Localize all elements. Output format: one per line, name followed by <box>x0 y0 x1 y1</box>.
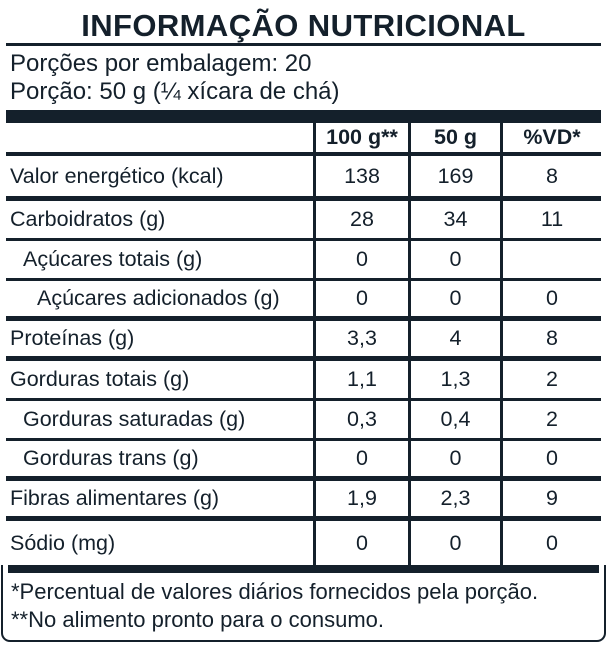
value-50g: 34 <box>408 201 500 238</box>
nutrient-label: Proteínas (g) <box>10 326 135 350</box>
header-vd: %VD* <box>500 123 601 152</box>
value-100g: 28 <box>313 201 408 238</box>
value-50g: 0 <box>408 241 500 278</box>
table-row <box>6 521 601 565</box>
value-vd: 8 <box>500 156 601 196</box>
value-50g: 1,3 <box>408 361 500 398</box>
nutrient-label: Açúcares adicionados (g) <box>37 286 280 310</box>
value-50g: 0 <box>408 281 500 316</box>
value-100g: 3,3 <box>313 321 408 356</box>
serving-info <box>0 46 607 110</box>
servings-per-package: Porções por embalagem: 20 <box>10 50 312 77</box>
nutrient-label: Fibras alimentares (g) <box>10 486 220 510</box>
footnote-prepared: **No alimento pronto para o consumo. <box>11 607 384 632</box>
value-100g: 0 <box>313 281 408 316</box>
table-bottom-bar <box>8 565 599 573</box>
table-row <box>6 441 601 481</box>
table-header-row <box>6 123 601 156</box>
value-50g: 4 <box>408 321 500 356</box>
nutrition-table <box>6 123 601 565</box>
value-vd: 11 <box>500 201 601 238</box>
portion-size: Porção: 50 g (¼ xícara de chá) <box>10 78 340 105</box>
value-vd: 8 <box>500 321 601 356</box>
table-row <box>6 361 601 401</box>
header-nutrient <box>6 123 313 152</box>
table-row <box>6 241 601 281</box>
page-title: INFORMAÇÃO NUTRICIONAL <box>6 0 601 46</box>
value-vd <box>500 241 601 278</box>
footnotes <box>3 573 604 634</box>
value-50g: 2,3 <box>408 481 500 516</box>
nutrient-label: Sódio (mg) <box>10 530 116 555</box>
nutrient-label: Gorduras totais (g) <box>10 367 190 391</box>
value-100g: 138 <box>313 156 408 196</box>
table-row <box>6 281 601 321</box>
value-100g: 1,1 <box>313 361 408 398</box>
table-row <box>6 201 601 241</box>
value-100g: 0 <box>313 241 408 278</box>
nutrient-label: Gorduras saturadas (g) <box>23 407 246 431</box>
value-100g: 1,9 <box>313 481 408 516</box>
value-vd: 9 <box>500 481 601 516</box>
table-row <box>6 481 601 521</box>
footnote-box <box>1 565 606 642</box>
value-50g: 0 <box>408 441 500 476</box>
value-vd: 0 <box>500 281 601 316</box>
header-50g: 50 g <box>408 123 500 152</box>
nutrient-label: Gorduras trans (g) <box>23 446 199 470</box>
value-vd: 2 <box>500 361 601 398</box>
value-50g: 0 <box>408 521 500 565</box>
value-100g: 0,3 <box>313 401 408 438</box>
nutrient-label: Açúcares totais (g) <box>23 247 203 271</box>
value-vd: 0 <box>500 521 601 565</box>
table-row <box>6 156 601 201</box>
table-row <box>6 321 601 361</box>
table-top-bar <box>6 110 601 123</box>
value-50g: 0,4 <box>408 401 500 438</box>
nutrient-label: Valor energético (kcal) <box>10 163 224 188</box>
value-50g: 169 <box>408 156 500 196</box>
value-vd: 0 <box>500 441 601 476</box>
nutrient-label: Carboidratos (g) <box>10 207 166 231</box>
table-row <box>6 401 601 441</box>
value-100g: 0 <box>313 441 408 476</box>
value-100g: 0 <box>313 521 408 565</box>
header-100g: 100 g** <box>313 123 408 152</box>
value-vd: 2 <box>500 401 601 438</box>
footnote-daily-values: *Percentual de valores diários fornecidos pela porção. <box>11 579 539 604</box>
